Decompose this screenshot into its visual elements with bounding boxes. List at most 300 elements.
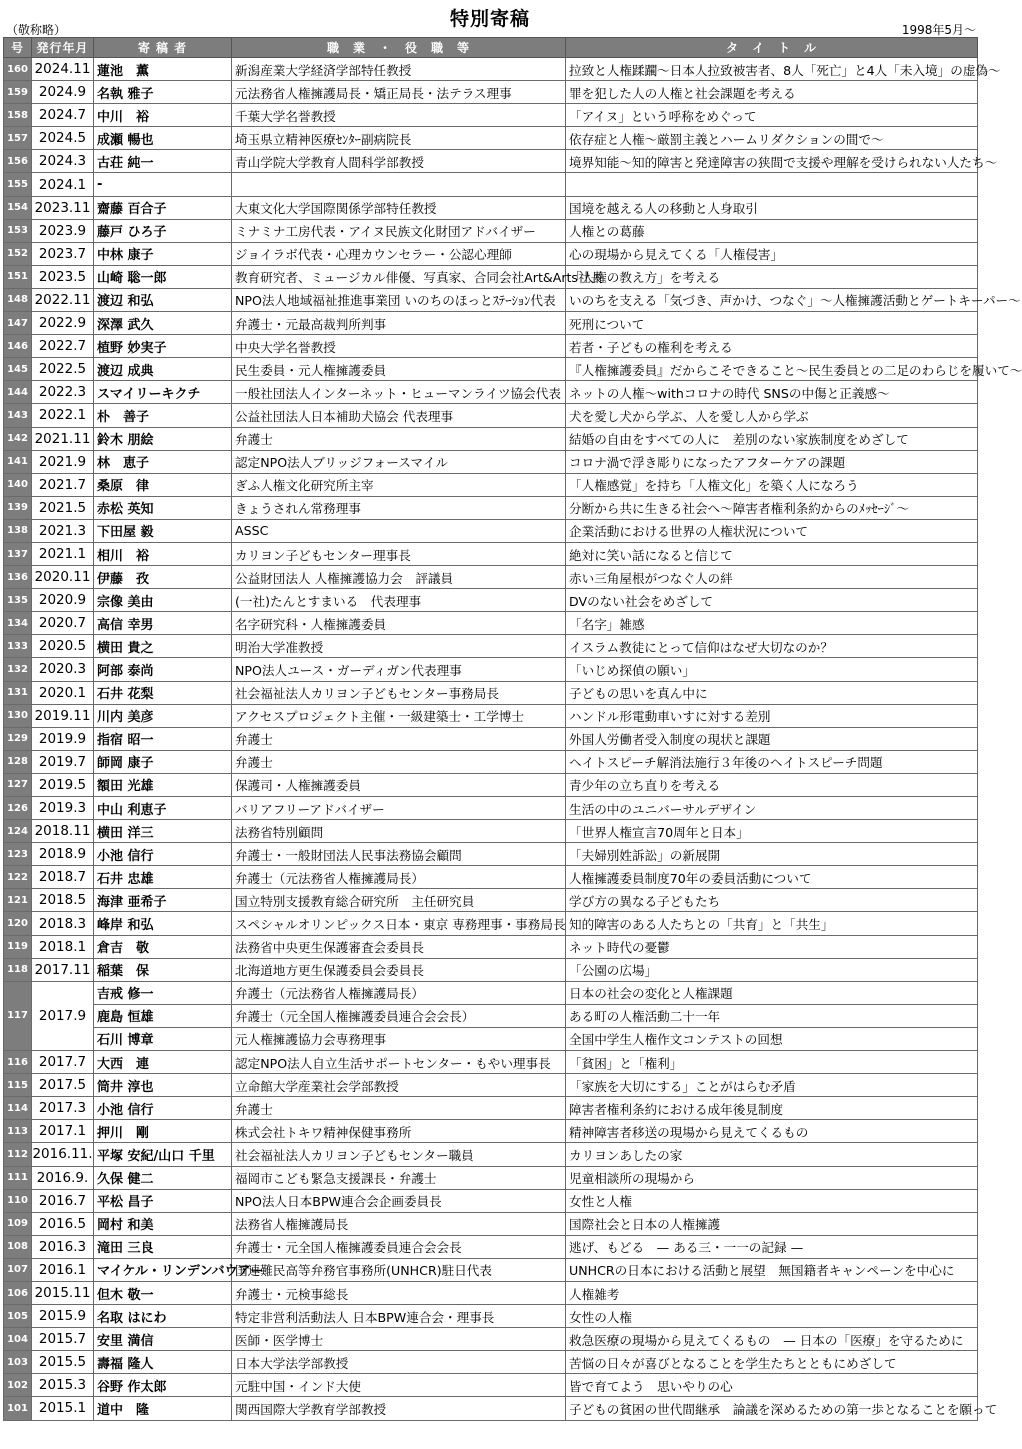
article-title: 全国中学生人権作文コンテストの回想 [566, 1027, 978, 1050]
contributor-name: 岡村 和美 [94, 1212, 232, 1235]
issue-date: 2015.9 [32, 1305, 94, 1328]
issue-date: 2017.3 [32, 1097, 94, 1120]
contributor-name: 額田 光雄 [94, 773, 232, 796]
issue-date: 2020.5 [32, 635, 94, 658]
table-row [4, 450, 978, 473]
article-title: いのちを支える「気づき、声かけ、つなぐ」〜人権擁護活動とゲートキーパー〜 [566, 288, 978, 311]
issue-date: 2023.5 [32, 265, 94, 288]
issue-date: 2016.9. [32, 1166, 94, 1189]
contributor-name: マイケル・リンデンバウアー [94, 1258, 232, 1281]
issue-number: 126 [4, 797, 32, 820]
contributor-position: 民生委員・元人権擁護委員 [232, 358, 566, 381]
article-title: 「夫婦別姓訴訟」の新展開 [566, 843, 978, 866]
contributor-name: 押川 剛 [94, 1120, 232, 1143]
contributor-position: 名字研究科・人権擁護委員 [232, 612, 566, 635]
contributor-name: 宗像 美由 [94, 589, 232, 612]
contributor-position: 法務省中央更生保護審査会委員長 [232, 935, 566, 958]
contributor-position: アクセスプロジェクト主催・一級建築士・工学博士 [232, 704, 566, 727]
article-title: 人権雑考 [566, 1281, 978, 1304]
article-title: 死刑について [566, 312, 978, 335]
issue-number: 109 [4, 1212, 32, 1235]
contributor-position: バリアフリーアドバイザー [232, 797, 566, 820]
table-row [4, 1281, 978, 1304]
contributor-name: 高信 幸男 [94, 612, 232, 635]
table-header-row [4, 38, 978, 58]
contributor-position: 弁護士 [232, 750, 566, 773]
issue-date: 2023.9 [32, 219, 94, 242]
issue-date: 2016.11. [32, 1143, 94, 1166]
article-title: UNHCRの日本における活動と展望 無国籍者キャンペーンを中心に [566, 1258, 978, 1281]
issue-number: 152 [4, 242, 32, 265]
issue-date: 2021.1 [32, 542, 94, 565]
article-title: イスラム教徒にとって信仰はなぜ大切なのか？ [566, 635, 978, 658]
contributor-position: 社会福祉法人カリヨン子どもセンター事務局長 [232, 681, 566, 704]
contributor-name: 平松 昌子 [94, 1189, 232, 1212]
contributor-name: 古荘 純一 [94, 150, 232, 173]
issue-number: 155 [4, 173, 32, 196]
article-title: 人権との葛藤 [566, 219, 978, 242]
contributor-position: 立命館大学産業社会学部教授 [232, 1074, 566, 1097]
issue-number: 141 [4, 450, 32, 473]
contributor-name: 鈴木 朋絵 [94, 427, 232, 450]
article-title: 学び方の異なる子どもたち [566, 889, 978, 912]
issue-number: 153 [4, 219, 32, 242]
issue-date: 2024.1 [32, 173, 94, 196]
article-title: 「家族を大切にする」ことがはらむ矛盾 [566, 1074, 978, 1097]
table-row [4, 81, 978, 104]
contributor-name: 師岡 康子 [94, 750, 232, 773]
table-row [4, 1305, 978, 1328]
issue-date: 2015.11 [32, 1281, 94, 1304]
contributor-position: 国立特別支援教育総合研究所 主任研究員 [232, 889, 566, 912]
article-title [566, 173, 978, 196]
table-row [4, 727, 978, 750]
contributor-position: 新潟産業大学経済学部特任教授 [232, 58, 566, 81]
table-row [4, 1051, 978, 1074]
contributor-position: 弁護士（元法務省人権擁護局長） [232, 866, 566, 889]
contributor-name: 平塚 安紀/山口 千里 [94, 1143, 232, 1166]
contributor-position: 元法務省人権擁護局長・矯正局長・法テラス理事 [232, 81, 566, 104]
issue-date: 2021.3 [32, 519, 94, 542]
contributor-name: 滝田 三良 [94, 1235, 232, 1258]
header-name: 寄 稿 者 [94, 38, 232, 58]
contributor-name: 渡辺 成典 [94, 358, 232, 381]
table-row [4, 127, 978, 150]
contributor-position: 中央大学名誉教授 [232, 335, 566, 358]
contributor-name: 小池 信行 [94, 1097, 232, 1120]
table-row [4, 381, 978, 404]
issue-number: 145 [4, 358, 32, 381]
contributor-position: 北海道地方更生保護委員会委員長 [232, 958, 566, 981]
issue-number: 102 [4, 1374, 32, 1397]
article-title: 生活の中のユニバーサルデザイン [566, 797, 978, 820]
table-row [4, 1328, 978, 1351]
contributor-name: 横田 洋三 [94, 820, 232, 843]
contributor-name: 藤戸 ひろ子 [94, 219, 232, 242]
table-row [4, 312, 978, 335]
contributor-name: 桑原 律 [94, 473, 232, 496]
contributor-name: 指宿 昭一 [94, 727, 232, 750]
table-row [4, 1189, 978, 1212]
table-row [4, 1351, 978, 1374]
contributor-name: 横田 貴之 [94, 635, 232, 658]
contributor-position: 日本大学法学部教授 [232, 1351, 566, 1374]
contributor-position: 埼玉県立精神医療ｾﾝﾀｰ副病院長 [232, 127, 566, 150]
issue-date: 2016.1 [32, 1258, 94, 1281]
issue-number: 140 [4, 473, 32, 496]
contributor-name: 林 恵子 [94, 450, 232, 473]
contributor-name: 赤松 英知 [94, 496, 232, 519]
article-title: 精神障害者移送の現場から見えてくるもの [566, 1120, 978, 1143]
contributor-name: 阿部 泰尚 [94, 658, 232, 681]
article-title: 「いじめ探偵の願い」 [566, 658, 978, 681]
table-row [4, 912, 978, 935]
issue-date: 2021.5 [32, 496, 94, 519]
contributor-name: 但木 敬一 [94, 1281, 232, 1304]
issue-number: 151 [4, 265, 32, 288]
issue-date: 2015.3 [32, 1374, 94, 1397]
article-title: 逃げ、もどる — ある三・一一の記録 — [566, 1235, 978, 1258]
issue-date: 2020.7 [32, 612, 94, 635]
table-row [4, 265, 978, 288]
issue-date: 2021.9 [32, 450, 94, 473]
header-date: 発行年月 [32, 38, 94, 58]
contributor-name: 朴 善子 [94, 404, 232, 427]
issue-number: 108 [4, 1235, 32, 1258]
issue-number: 148 [4, 288, 32, 311]
issue-number: 143 [4, 404, 32, 427]
issue-date: 2024.7 [32, 104, 94, 127]
contributor-name: 久保 健二 [94, 1166, 232, 1189]
issue-date: 2023.11 [32, 196, 94, 219]
article-title: 「貧困」と「権利」 [566, 1051, 978, 1074]
contributor-name: 渡辺 和弘 [94, 288, 232, 311]
contributor-position: 弁護士・元検事総長 [232, 1281, 566, 1304]
issue-number: 114 [4, 1097, 32, 1120]
article-title: ネットの人権〜withコロナの時代 SNSの中傷と正義感〜 [566, 381, 978, 404]
issue-date: 2019.11 [32, 704, 94, 727]
issue-date: 2016.3 [32, 1235, 94, 1258]
contributor-position: 法務省人権擁護局長 [232, 1212, 566, 1235]
table-row [4, 820, 978, 843]
issue-number: 119 [4, 935, 32, 958]
article-title: 外国人労働者受入制度の現状と課題 [566, 727, 978, 750]
issue-date: 2019.7 [32, 750, 94, 773]
contributor-name: 峰岸 和弘 [94, 912, 232, 935]
issue-number: 107 [4, 1258, 32, 1281]
issue-date: 2015.1 [32, 1397, 94, 1420]
issue-number: 104 [4, 1328, 32, 1351]
article-title: 児童相談所の現場から [566, 1166, 978, 1189]
issue-number: 110 [4, 1189, 32, 1212]
table-row [4, 219, 978, 242]
table-row [4, 981, 978, 1004]
issue-date: 2024.5 [32, 127, 94, 150]
table-row [4, 1397, 978, 1420]
table-row [4, 288, 978, 311]
header-title: タ イ ト ル [566, 38, 978, 58]
table-row [4, 519, 978, 542]
contributor-name: 成瀬 暢也 [94, 127, 232, 150]
issue-date: 2018.1 [32, 935, 94, 958]
issue-number: 117 [4, 981, 32, 1050]
contributor-name: 谷野 作太郎 [94, 1374, 232, 1397]
contributor-position: 株式会社トキワ精神保健事務所 [232, 1120, 566, 1143]
contributor-name: 名取 はにわ [94, 1305, 232, 1328]
issue-date: 2022.7 [32, 335, 94, 358]
table-row [4, 1120, 978, 1143]
article-title: 子どもの思いを真ん中に [566, 681, 978, 704]
contributor-name: 川内 美彦 [94, 704, 232, 727]
contributor-name: 植野 妙実子 [94, 335, 232, 358]
contributor-name: 蓮池 薫 [94, 58, 232, 81]
table-row [4, 496, 978, 519]
table-row [4, 1166, 978, 1189]
contributor-name: 中川 裕 [94, 104, 232, 127]
table-row [4, 242, 978, 265]
contributor-name: 齋藤 百合子 [94, 196, 232, 219]
contributor-position: 保護司・人権擁護委員 [232, 773, 566, 796]
article-title: コロナ渦で浮き彫りになったアフターケアの課題 [566, 450, 978, 473]
table-row [4, 335, 978, 358]
issue-number: 123 [4, 843, 32, 866]
table-row [4, 1143, 978, 1166]
contributor-position: ぎふ人権文化研究所主宰 [232, 473, 566, 496]
article-title: 国境を越える人の移動と人身取引 [566, 196, 978, 219]
contributor-position: 社会福祉法人カリヨン子どもセンター職員 [232, 1143, 566, 1166]
honorific-note: （敬称略） [6, 23, 67, 37]
contributor-name: 筒井 淳也 [94, 1074, 232, 1097]
issue-number: 137 [4, 542, 32, 565]
issue-number: 132 [4, 658, 32, 681]
issue-number: 128 [4, 750, 32, 773]
contributor-name: スマイリーキクチ [94, 381, 232, 404]
issue-number: 130 [4, 704, 32, 727]
table-row [4, 542, 978, 565]
contributor-position: 弁護士・元最高裁判所判事 [232, 312, 566, 335]
contributor-position: 関西国際大学教育学部教授 [232, 1397, 566, 1420]
article-title: 罪を犯した人の人権と社会課題を考える [566, 81, 978, 104]
contributor-position: カリヨン子どもセンター理事長 [232, 542, 566, 565]
issue-date: 2017.11 [32, 958, 94, 981]
issue-number: 121 [4, 889, 32, 912]
issue-number: 122 [4, 866, 32, 889]
article-title: 障害者権利条約における成年後見制度 [566, 1097, 978, 1120]
issue-date: 2019.5 [32, 773, 94, 796]
issue-number: 144 [4, 381, 32, 404]
table-row [4, 612, 978, 635]
contributor-position: 弁護士 [232, 727, 566, 750]
issue-number: 135 [4, 589, 32, 612]
contributor-name: - [94, 173, 232, 196]
issue-number: 120 [4, 912, 32, 935]
table-row [4, 1258, 978, 1281]
contributor-position: 弁護士 [232, 427, 566, 450]
table-body [4, 58, 1022, 1421]
issue-date: 2021.11 [32, 427, 94, 450]
article-title: 犬を愛し犬から学ぶ、人を愛し人から学ぶ [566, 404, 978, 427]
article-title: 国際社会と日本の人権擁護 [566, 1212, 978, 1235]
issue-number: 129 [4, 727, 32, 750]
contributor-position: 法務省特別顧問 [232, 820, 566, 843]
issue-date: 2017.7 [32, 1051, 94, 1074]
contributor-position: 元人権擁護協力会専務理事 [232, 1027, 566, 1050]
contributor-name: 名執 雅子 [94, 81, 232, 104]
contributor-position: 弁護士（元全国人権擁護委員連合会会長） [232, 1004, 566, 1027]
issue-date: 2022.5 [32, 358, 94, 381]
contributor-position: 医師・医学博士 [232, 1328, 566, 1351]
article-title: 救急医療の現場から見えてくるもの — 日本の「医療」を守るために [566, 1328, 978, 1351]
contributor-position: 国連難民高等弁務官事務所(UNHCR)駐日代表 [232, 1258, 566, 1281]
issue-date: 2022.3 [32, 381, 94, 404]
contributor-name: 壽福 隆人 [94, 1351, 232, 1374]
contributor-position: NPO法人ユース・ガーディガン代表理事 [232, 658, 566, 681]
table-row [4, 843, 978, 866]
issue-number: 111 [4, 1166, 32, 1189]
issue-date: 2019.3 [32, 797, 94, 820]
issue-number: 157 [4, 127, 32, 150]
table-row [4, 1212, 978, 1235]
issue-date: 2017.1 [32, 1120, 94, 1143]
article-title: ヘイトスピーチ解消法施行３年後のヘイトスピーチ問題 [566, 750, 978, 773]
article-title: 知的障害のある人たちとの「共育」と「共生」 [566, 912, 978, 935]
table-row [4, 196, 978, 219]
table-row [4, 358, 978, 381]
table-row [4, 866, 978, 889]
article-title: カリヨンあしたの家 [566, 1143, 978, 1166]
article-title: 依存症と人権〜厳罰主義とハームリダクションの間で〜 [566, 127, 978, 150]
issue-number: 160 [4, 58, 32, 81]
contributor-position: 弁護士 [232, 1097, 566, 1120]
table-row [4, 150, 978, 173]
issue-date: 2016.5 [32, 1212, 94, 1235]
contributor-position: 千葉大学名誉教授 [232, 104, 566, 127]
contributor-position: 一般社団法人インターネット・ヒューマンライツ協会代表 [232, 381, 566, 404]
contributor-position: 公益社団法人日本補助犬協会 代表理事 [232, 404, 566, 427]
contributor-name: 中林 康子 [94, 242, 232, 265]
article-title: 女性の人権 [566, 1305, 978, 1328]
contributor-name: 鹿島 恒雄 [94, 1004, 232, 1027]
issue-number: 147 [4, 312, 32, 335]
issue-number: 115 [4, 1074, 32, 1097]
issue-number: 142 [4, 427, 32, 450]
issue-number: 146 [4, 335, 32, 358]
contributor-position: 認定NPO法人ブリッジフォースマイル [232, 450, 566, 473]
article-title: 企業活動における世界の人権状況について [566, 519, 978, 542]
contributor-name: 道中 隆 [94, 1397, 232, 1420]
issue-number: 113 [4, 1120, 32, 1143]
issue-number: 159 [4, 81, 32, 104]
issue-date: 2022.11 [32, 288, 94, 311]
article-title: 「公園の広場」 [566, 958, 978, 981]
issue-number: 136 [4, 566, 32, 589]
table-row [4, 1235, 978, 1258]
issue-date: 2020.1 [32, 681, 94, 704]
issue-number: 156 [4, 150, 32, 173]
contributor-name: 海津 亜希子 [94, 889, 232, 912]
article-title: 分断から共に生きる社会へ〜障害者権利条約からのﾒｯｾｰｼﾞ〜 [566, 496, 978, 519]
article-title: 子どもの貧困の世代間継承 論議を深めるための第一歩となることを願って [566, 1397, 978, 1420]
contributor-position: 大東文化大学国際関係学部特任教授 [232, 196, 566, 219]
issue-number: 134 [4, 612, 32, 635]
contributor-position: きょうされん常務理事 [232, 496, 566, 519]
contributor-position: ジョイラボ代表・心理カウンセラー・公認心理師 [232, 242, 566, 265]
issue-date: 2024.3 [32, 150, 94, 173]
article-title: ネット時代の憂鬱 [566, 935, 978, 958]
issue-number: 105 [4, 1305, 32, 1328]
contributor-name: 中山 利恵子 [94, 797, 232, 820]
article-title: 「人権感覚」を持ち「人権文化」を築く人になろう [566, 473, 978, 496]
issue-date: 2022.1 [32, 404, 94, 427]
issue-date: 2023.7 [32, 242, 94, 265]
contributor-position: ASSC [232, 519, 566, 542]
table-row [4, 473, 978, 496]
contributor-position: 特定非営利活動法人 日本BPW連合会・理事長 [232, 1305, 566, 1328]
article-title: ある町の人権活動二十一年 [566, 1004, 978, 1027]
header-no: 号 [4, 38, 32, 58]
header-job: 職 業 ・ 役 職 等 [232, 38, 566, 58]
article-title: 人権擁護委員制度70年の委員活動について [566, 866, 978, 889]
issue-date: 2017.5 [32, 1074, 94, 1097]
contributor-name: 下田屋 毅 [94, 519, 232, 542]
issue-date: 2018.9 [32, 843, 94, 866]
issue-date: 2015.5 [32, 1351, 94, 1374]
issue-date: 2020.11 [32, 566, 94, 589]
article-title: 苦悩の日々が喜びとなることを学生たちとともにめざして [566, 1351, 978, 1374]
contributor-name: 大西 連 [94, 1051, 232, 1074]
contributor-position: 認定NPO法人自立生活サポートセンター・もやい理事長 [232, 1051, 566, 1074]
table-row [4, 1074, 978, 1097]
page-title: 特別寄稿 [449, 8, 530, 30]
table-row [4, 635, 978, 658]
article-title: 絶対に笑い話になると信じて [566, 542, 978, 565]
issue-number: 154 [4, 196, 32, 219]
contributor-position: NPO法人地域福祉推進事業団 いのちのほっとｽﾃｰｼｮﾝ代表 [232, 288, 566, 311]
article-title: 女性と人権 [566, 1189, 978, 1212]
issue-date: 2020.3 [32, 658, 94, 681]
contributor-position: 公益財団法人 人権擁護協力会 評議員 [232, 566, 566, 589]
article-title: 「名字」雑感 [566, 612, 978, 635]
issue-number: 116 [4, 1051, 32, 1074]
issue-date: 2017.9 [32, 981, 94, 1050]
table-row [4, 681, 978, 704]
issue-number: 118 [4, 958, 32, 981]
contributor-name: 山崎 聡一郎 [94, 265, 232, 288]
contributor-name: 石川 博章 [94, 1027, 232, 1050]
table-row [4, 1097, 978, 1120]
issue-number: 131 [4, 681, 32, 704]
article-title: 日本の社会の変化と人権課題 [566, 981, 978, 1004]
table-row [4, 1004, 978, 1027]
contributor-position: 青山学院大学教育人間科学部教授 [232, 150, 566, 173]
table-row [4, 589, 978, 612]
issue-number: 112 [4, 1143, 32, 1166]
table-row [4, 427, 978, 450]
table-row [4, 658, 978, 681]
issue-date: 2015.7 [32, 1328, 94, 1351]
table-row [4, 889, 978, 912]
table-row [4, 173, 978, 196]
issue-number: 138 [4, 519, 32, 542]
contributor-position: 元駐中国・インド大使 [232, 1374, 566, 1397]
table-row [4, 1027, 978, 1050]
article-title: 「アイヌ」という呼称をめぐって [566, 104, 978, 127]
issue-date: 2019.9 [32, 727, 94, 750]
issue-number: 158 [4, 104, 32, 127]
table-row [4, 58, 978, 81]
table-row [4, 104, 978, 127]
article-title: 心の現場から見えてくる「人権侵害」 [566, 242, 978, 265]
